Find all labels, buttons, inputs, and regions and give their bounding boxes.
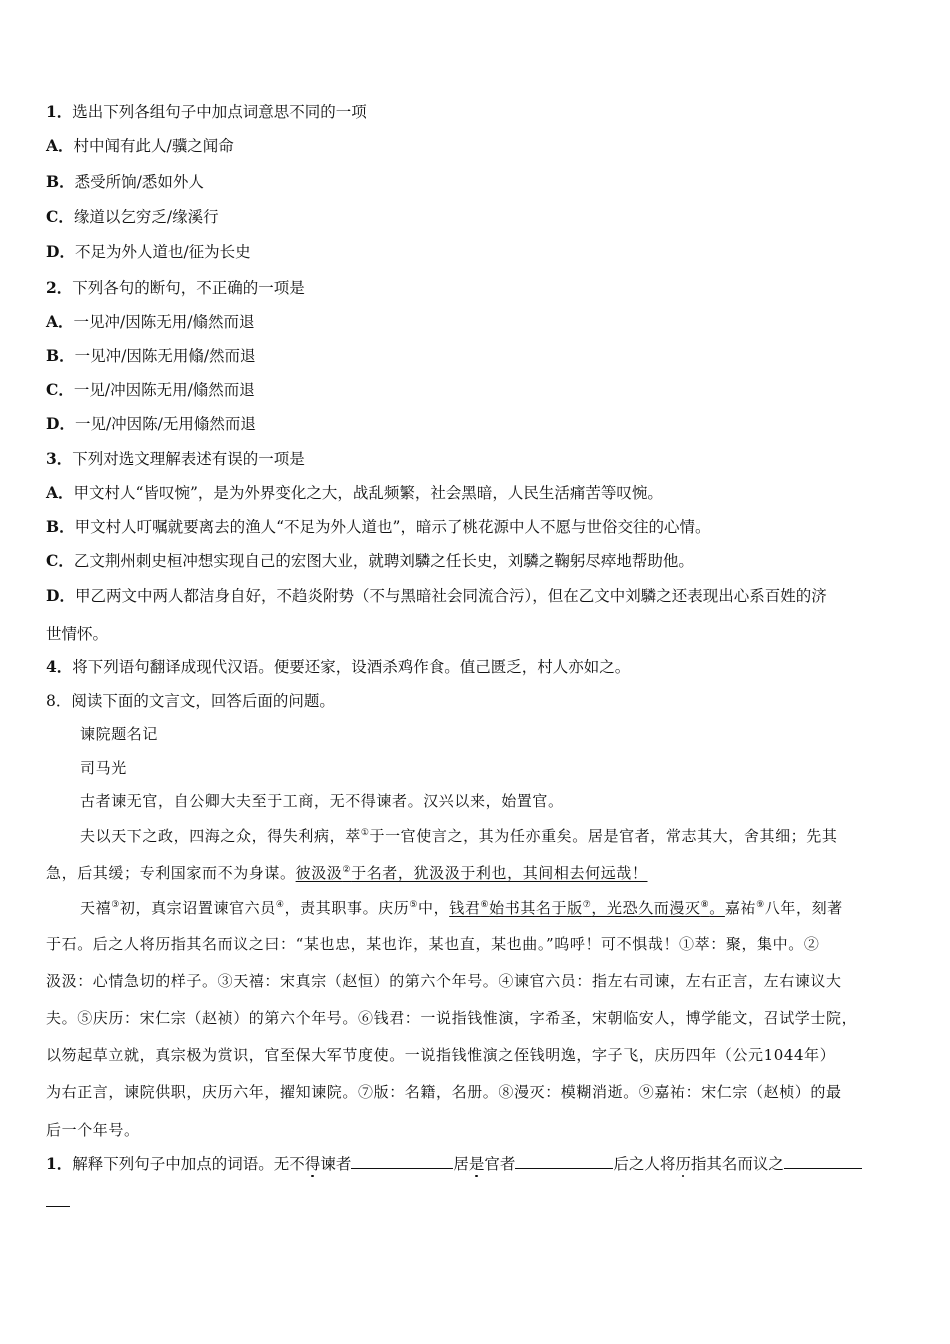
q3-stem-text: 下列对选文理解表述有误的一项是 (72, 450, 305, 468)
text-run: 官者 (484, 1155, 516, 1173)
option-label: B． (46, 172, 75, 191)
q1-number: 1． (46, 102, 73, 121)
q2-stem (46, 278, 305, 298)
text-run: 中， (418, 899, 450, 917)
text-run: 天禧 (80, 899, 112, 917)
option-text: 乙文荆州刺史桓冲想实现自己的宏图大业，就聘刘驎之任长史，刘驎之鞠躬尽瘁地帮助他。 (73, 552, 694, 570)
passage-note-line: 夫。⑤庆历：宋仁宗（赵祯）的第六个年号。⑥钱君：一说指钱惟演，字希圣，宋朝临安人，博学能文，召试学士院， (46, 1009, 858, 1027)
dotted-word: 得 (304, 1155, 321, 1173)
q4-number: 4． (46, 657, 73, 676)
q8-stem (46, 691, 335, 711)
passage-paragraph-3-cont: 于石。后之人将历指其名而议之曰：“某也忠，某也诈，某也直，某也曲。”呜呼！可不惧哉！①萃：聚，集中。② (46, 935, 820, 953)
option-text: 一见/冲因陈无用/翛然而退 (73, 381, 255, 399)
text-run: 于名者，犹汲汲于利也，其间相去何远哉！ (351, 864, 648, 882)
text-run: 谏者 (320, 1155, 352, 1173)
q1-option-c[interactable] (46, 207, 219, 227)
option-label: D． (46, 414, 75, 433)
text-run: 指其名而议之 (690, 1155, 784, 1173)
option-label: A． (46, 136, 74, 155)
option-label: B． (46, 517, 75, 536)
text-run: 于一官使言之，其为任亦重矣。居是官者，常志其大，舍其细；先其 (369, 827, 838, 845)
text-run: 。 (709, 899, 725, 917)
option-label: C． (46, 380, 74, 399)
option-text: 村中闻有此人/骥之闻命 (73, 137, 234, 155)
underlined-sentence (296, 864, 648, 882)
footnote-ref: ⑧ (700, 900, 710, 910)
passage-note-line: 以笏起草立就，真宗极为赏识，官至保大军节度使。一说指钱惟演之侄钱明逸，字子飞，庆历四年（公元1044年） (46, 1046, 836, 1064)
q1-option-b[interactable] (46, 172, 204, 192)
answer-blank-3[interactable] (784, 1154, 862, 1169)
text-run: 八年，刻著 (764, 899, 843, 917)
answer-blank-1[interactable] (351, 1154, 453, 1169)
q2-number: 2． (46, 278, 73, 297)
text-run: 解释下列句子中加点的词语。无不 (72, 1155, 305, 1173)
option-label: C． (46, 207, 74, 226)
q3-stem (46, 449, 305, 469)
q3-option-d[interactable] (46, 586, 827, 606)
q3-option-c[interactable] (46, 551, 694, 571)
q2-option-a[interactable] (46, 312, 254, 332)
q4-stem (46, 657, 630, 677)
underlined-sentence (449, 899, 725, 917)
footnote-ref: ⑥ (480, 900, 490, 910)
footnote-ref: ⑨ (756, 900, 765, 910)
q3-option-d-cont (46, 624, 108, 644)
q3-number: 3． (46, 449, 73, 468)
q1-stem-text: 选出下列各组句子中加点词意思不同的一项 (72, 103, 367, 121)
footnote-ref: ③ (111, 900, 120, 910)
option-text: 一见冲/因陈无用/翛然而退 (73, 313, 255, 331)
passage-note-line: 后一个年号。 (46, 1121, 140, 1139)
text-run: 居 (453, 1155, 469, 1173)
text-run: 彼汲汲 (295, 864, 343, 882)
text-run: 嘉祐 (724, 899, 757, 917)
q1-option-d[interactable] (46, 242, 251, 262)
passage-paragraph-3 (80, 898, 843, 918)
q1-stem (46, 102, 367, 122)
option-label: D． (46, 242, 75, 261)
answer-blank-2[interactable] (515, 1154, 613, 1169)
sub-question-number: 1． (46, 1154, 73, 1173)
q2-stem-text: 下列各句的断句，不正确的一项是 (72, 279, 305, 297)
dotted-word: 是 (468, 1155, 485, 1173)
passage-author: 司马光 (80, 759, 127, 777)
footnote-ref: ④ (275, 900, 285, 910)
q1-option-a[interactable] (46, 136, 234, 156)
option-label: A． (46, 312, 74, 331)
text-run: 急，后其缓；专利国家而不为身谋。 (46, 864, 296, 882)
passage-paragraph-2-cont (46, 863, 648, 883)
passage-note-line: 汲汲：心情急切的样子。③天禧：宋真宗（赵恒）的第六个年号。④谏官六员：指左右司谏，左右正言，左右谏议大 (46, 972, 842, 990)
text-run: 后之人将 (613, 1155, 676, 1173)
text-run: 夫以天下之政，四海之众，得失利病，萃 (80, 827, 361, 845)
text-run: 钱君 (449, 899, 481, 917)
footnote-ref: ② (342, 865, 352, 875)
text-run: ，责其职事。庆历 (284, 899, 410, 917)
option-label: B． (46, 346, 75, 365)
q2-option-c[interactable] (46, 380, 255, 400)
option-text: 悉受所饷/悉如外人 (74, 173, 204, 191)
option-text: 一见冲/因陈无用翛/然而退 (74, 347, 256, 365)
footnote-ref: ⑦ (582, 900, 592, 910)
answer-blank-3-cont[interactable] (46, 1206, 70, 1207)
option-text-cont: 世情怀。 (46, 625, 109, 643)
footnote-ref: ① (360, 828, 370, 838)
q2-option-b[interactable] (46, 346, 256, 366)
passage-note-line: 为右正言，谏院供职，庆历六年，擢知谏院。⑦版：名籍，名册。⑧漫灭：模糊消逝。⑨嘉祐：宋仁宗（赵桢）的最 (46, 1083, 842, 1101)
option-text: 缘道以乞穷乏/缘溪行 (73, 208, 219, 226)
option-text: 一见/冲因陈/无用翛然而退 (74, 415, 256, 433)
text-run: ，光恐久而漫灭 (591, 899, 701, 917)
q8-number: 8． (46, 692, 72, 710)
option-text: 甲文村人叮嘱就要离去的渔人“不足为外人道也”，暗示了桃花源中人不愿与世俗交往的心情。 (74, 518, 711, 536)
footnote-ref: ⑤ (409, 900, 419, 910)
option-label: D． (46, 586, 75, 605)
option-label: A． (46, 483, 74, 502)
dotted-word: 历 (675, 1155, 691, 1173)
text-run: 初，真宗诏置谏官六员 (119, 899, 276, 917)
q3-option-a[interactable] (46, 483, 663, 503)
option-label: C． (46, 551, 74, 570)
q2-option-d[interactable] (46, 414, 256, 434)
q8-stem-text: 阅读下面的文言文，回答后面的问题。 (71, 692, 335, 710)
q4-stem-text: 将下列语句翻译成现代汉语。便要还家，设酒杀鸡作食。值己匮乏，村人亦如之。 (72, 658, 631, 676)
passage-paragraph-2 (80, 826, 838, 846)
option-text: 不足为外人道也/征为长史 (74, 243, 251, 261)
option-text: 甲文村人“皆叹惋”，是为外界变化之大，战乱频繁，社会黑暗，人民生活痛苦等叹惋。 (73, 484, 663, 502)
text-run: 始书其名于版 (489, 899, 583, 917)
option-text: 甲乙两文中两人都洁身自好，不趋炎附势（不与黑暗社会同流合污），但在乙文中刘驎之还表现出心系百姓的济 (74, 587, 827, 605)
passage-title: 谏院题名记 (80, 725, 159, 743)
passage-paragraph-1: 古者谏无官，自公卿大夫至于工商，无不得谏者。汉兴以来，始置官。 (80, 792, 564, 810)
sub-question-1 (46, 1154, 862, 1174)
q3-option-b[interactable] (46, 517, 710, 537)
